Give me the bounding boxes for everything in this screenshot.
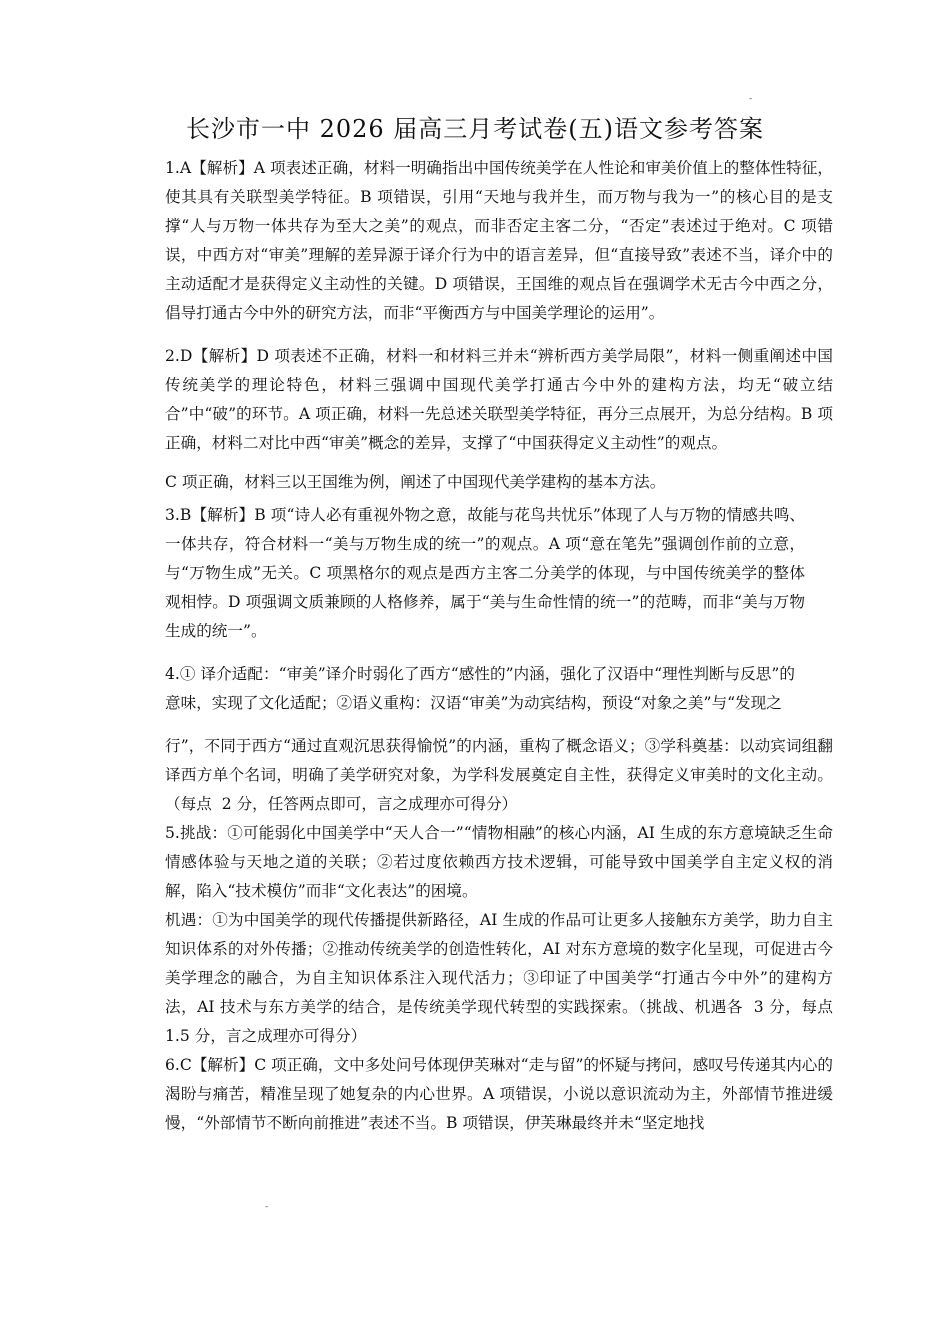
answer-paragraph-2: 2.D【解析】D 项表述不正确，材料一和材料三并未“辨析西方美学局限”，材料一侧重阐述中国传统美学的理论特色，材料三强调中国现代美学打通古今中外的建构方法，均无“破立结合”中“破”的环节。A 项正确，材料一先总述关联型美学特征，再分三点展开，为总分结构。B 项正确，材料二对比中西“审美”概念的差异，支撑了“中国获得定义主动性”的观点。 bbox=[165, 347, 833, 452]
answer-document bbox=[165, 154, 843, 1138]
answer-paragraph-4-continued: 行”，不同于西方“通过直观沉思获得愉悦”的内涵，重构了概念语义；③学科奠基：以动宾词组翻译西方单个名词，明确了美学研究对象，为学科发展奠定自主性，获得定义审美时的文化主动。（每点 2 分，任答两点即可，言之成理亦可得分） bbox=[165, 737, 833, 813]
answer-paragraph-5-challenges: 5.挑战：①可能弱化中国美学中“天人合一”“情物相融”的核心内涵，AI 生成的东方意境缺乏生命情感体验与天地之道的关联；②若过度依赖西方技术逻辑，可能导致中国美学自主定义权的消解，陷入“技术模仿”而非“文化表达”的困境。 bbox=[165, 824, 833, 900]
top-mark: - bbox=[749, 94, 753, 104]
answer-paragraph-1: 1.A【解析】A 项表述正确，材料一明确指出中国传统美学在人性论和审美价值上的整体性特征，使其具有关联型美学特征。B 项错误，引用“天地与我并生，而万物与我为一”的核心目的是支撑“人与万物一体共存为至大之美”的观点，而非否定主客二分，“否定”表述过于绝对。C 项错误，中西方对“审美”理解的差异源于译介行为中的语言差异，但“直接导致”表述不当，译介中的主动适配才是获得定义主动性的关键。D 项错误，王国维的观点旨在强调学术无古今中西之分，倡导打通古今中外的研究方法，而非“平衡西方与中国美学理论的运用”。 bbox=[165, 159, 833, 322]
answer-paragraph-2-continued: C 项正确，材料三以王国维为例，阐述了中国现代美学建构的基本方法。 bbox=[165, 473, 666, 491]
answer-paragraph-4: 4.① 译介适配：“审美”译介时弱化了西方“感性的”内涵，强化了汉语中“理性判断与反思”的意味，实现了文化适配；②语义重构：汉语“审美”为动宾结构，预设“对象之美”与“发现之 bbox=[165, 665, 795, 712]
bottom-mark: - bbox=[265, 1202, 269, 1212]
answer-paragraph-5-opportunities: 机遇：①为中国美学的现代传播提供新路径，AI 生成的作品可让更多人接触东方美学，助力自主知识体系的对外传播；②推动传统美学的创造性转化，AI 对东方意境的数字化呈现，可促进古今美学理念的融合，为自主知识体系注入现代活力；③印证了中国美学“打通古今中外”的建构方法，AI 技术与东方美学的结合，是传统美学现代转型的实践探索。（挑战、机遇各 3 分，每点 1.5 分，言之成理亦可得分） bbox=[165, 911, 843, 1045]
answer-paragraph-3: 3.B【解析】B 项“诗人必有重视外物之意，故能与花鸟共忧乐”体现了人与万物的情感共鸣、一体共存，符合材料一“美与万物生成的统一”的观点。A 项“意在笔先”强调创作前的立意，与“万物生成”无关。C 项黑格尔的观点是西方主客二分美学的体现，与中国传统美学的整体观相悖。D 项强调文质兼顾的人格修养，属于“美与生命性情的统一”的范畴，而非“美与万物生成的统一”。 bbox=[165, 506, 805, 640]
answer-paragraph-6: 6.C【解析】C 项正确，文中多处问号体现伊芙琳对“走与留”的怀疑与拷问，感叹号传递其内心的渴盼与痛苦，精准呈现了她复杂的内心世界。A 项错误，小说以意识流动为主，外部情节推进缓慢，“外部情节不断向前推进”表述不当。B 项错误，伊芙琳最终并未“坚定地找 bbox=[165, 1056, 833, 1132]
page-title: 长沙市一中 2026 届高三月考试卷(五)语文参考答案 bbox=[185, 115, 765, 143]
